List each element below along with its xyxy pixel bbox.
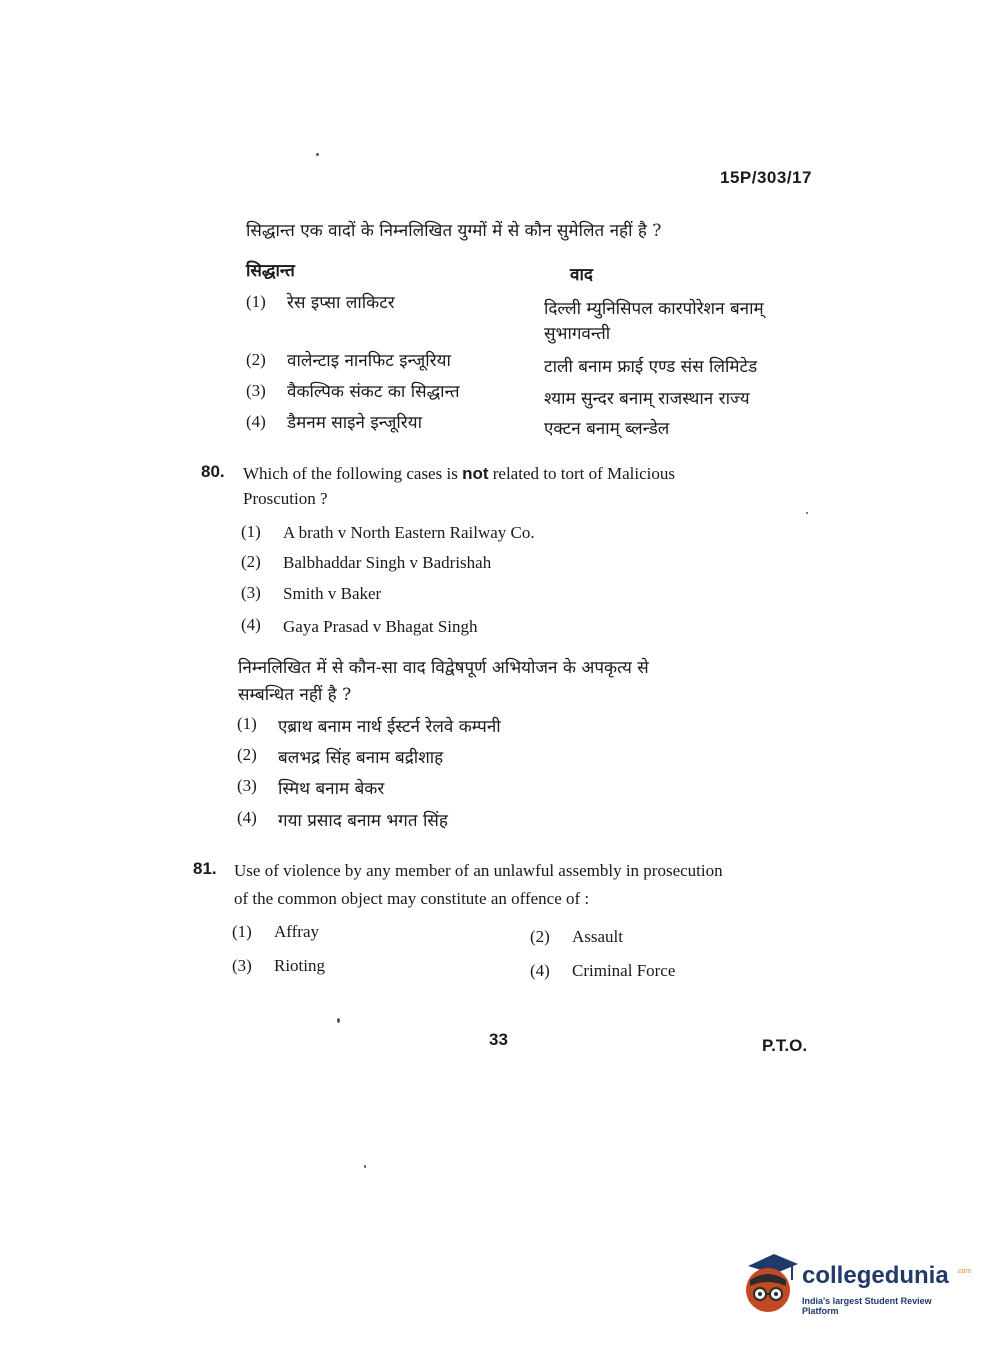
q80-hindi-option-text: एब्राथ बनाम नार्थ ईस्टर्न रेलवे कम्पनी xyxy=(278,717,501,737)
q81-number: 81. xyxy=(193,859,217,878)
q81-option-text: Affray xyxy=(274,922,319,941)
q80-hindi-option-text: गया प्रसाद बनाम भगत सिंह xyxy=(278,811,448,831)
q80-option-num: (4) xyxy=(241,615,261,634)
q80-option-num: (3) xyxy=(241,583,261,602)
q80-hindi-option-text: स्मिथ बनाम बेकर xyxy=(278,779,385,799)
q79-option-left: रेस इप्सा लाकिटर xyxy=(287,293,395,313)
q80-question-line2: Proscution ? xyxy=(243,489,328,508)
q81-option-text: Rioting xyxy=(274,956,326,975)
q80-hindi-question-line1: निम्नलिखित में से कौन-सा वाद विद्वेषपूर्ण अभियोजन के अपकृत्य से xyxy=(238,658,649,678)
pto-label: P.T.O. xyxy=(762,1036,808,1055)
q81-option-num: (4) xyxy=(530,961,550,980)
logo-name: collegedunia xyxy=(802,1262,949,1289)
q81-option-num: (2) xyxy=(530,927,550,946)
q79-option-num: (3) xyxy=(246,381,266,400)
q80-question-line1: Which of the following cases is not related to tort of Malicious xyxy=(243,464,675,483)
paper-code: 15P/303/17 xyxy=(720,168,812,187)
q79-hindi-question: सिद्धान्त एक वादों के निम्नलिखित युग्मों में से कौन सुमेलित नहीं है ? xyxy=(246,221,662,241)
mascot-icon xyxy=(740,1250,800,1320)
q80-option-text: A brath v North Eastern Railway Co. xyxy=(283,523,535,542)
q79-option-right: श्याम सुन्दर बनाम् राजस्थान राज्य xyxy=(544,389,750,409)
q79-option-right-cont: सुभागवन्ती xyxy=(544,324,611,344)
scan-speck xyxy=(316,153,319,156)
q79-option-right: एक्टन बनाम् ब्लन्डेल xyxy=(544,419,670,439)
q80-option-text: Gaya Prasad v Bhagat Singh xyxy=(283,617,478,636)
q80-hindi-option-num: (3) xyxy=(237,776,257,795)
logo-suffix: .com xyxy=(956,1268,972,1275)
q81-option-text: Criminal Force xyxy=(572,961,676,980)
collegedunia-logo xyxy=(740,1250,970,1320)
q79-option-left: वालेन्टाइ नानफिट इन्जूरिया xyxy=(287,351,451,371)
scan-speck xyxy=(364,1165,366,1168)
q79-option-num: (4) xyxy=(246,412,266,431)
scan-speck xyxy=(337,1018,340,1023)
q81-question-line2: of the common object may constitute an offence of : xyxy=(234,889,590,908)
page-number: 33 xyxy=(489,1030,508,1049)
q80-option-num: (2) xyxy=(241,552,261,571)
scan-speck xyxy=(806,512,808,514)
q79-option-right: दिल्ली म्युनिसिपल कारपोरेशन बनाम् xyxy=(544,299,764,319)
q81-option-num: (1) xyxy=(232,922,252,941)
q80-hindi-option-num: (1) xyxy=(237,714,257,733)
q81-question-line1: Use of violence by any member of an unlawful assembly in prosecution xyxy=(234,861,723,880)
q79-option-left: डैमनम साइने इन्जूरिया xyxy=(287,413,422,433)
q80-hindi-option-text: बलभद्र सिंह बनाम बद्रीशाह xyxy=(278,748,444,768)
q80-hindi-question-line2: सम्बन्धित नहीं है ? xyxy=(238,685,352,705)
q79-option-left: वैकल्पिक संकट का सिद्धान्त xyxy=(287,382,460,402)
q81-option-text: Assault xyxy=(572,927,623,946)
q79-col-left-heading: सिद्धान्त xyxy=(246,261,295,281)
logo-tagline: India's largest Student Review Platform xyxy=(802,1296,932,1316)
q80-hindi-option-num: (4) xyxy=(237,808,257,827)
q79-option-num: (1) xyxy=(246,292,266,311)
q79-col-right-heading: वाद xyxy=(570,265,593,285)
q81-option-num: (3) xyxy=(232,956,252,975)
q80-hindi-option-num: (2) xyxy=(237,745,257,764)
q80-option-num: (1) xyxy=(241,522,261,541)
q79-option-right: टाली बनाम फ्राई एण्ड संस लिमिटेड xyxy=(544,357,758,377)
q80-number: 80. xyxy=(201,462,225,481)
q80-option-text: Smith v Baker xyxy=(283,584,382,603)
q80-option-text: Balbhaddar Singh v Badrishah xyxy=(283,553,492,572)
q79-option-num: (2) xyxy=(246,350,266,369)
